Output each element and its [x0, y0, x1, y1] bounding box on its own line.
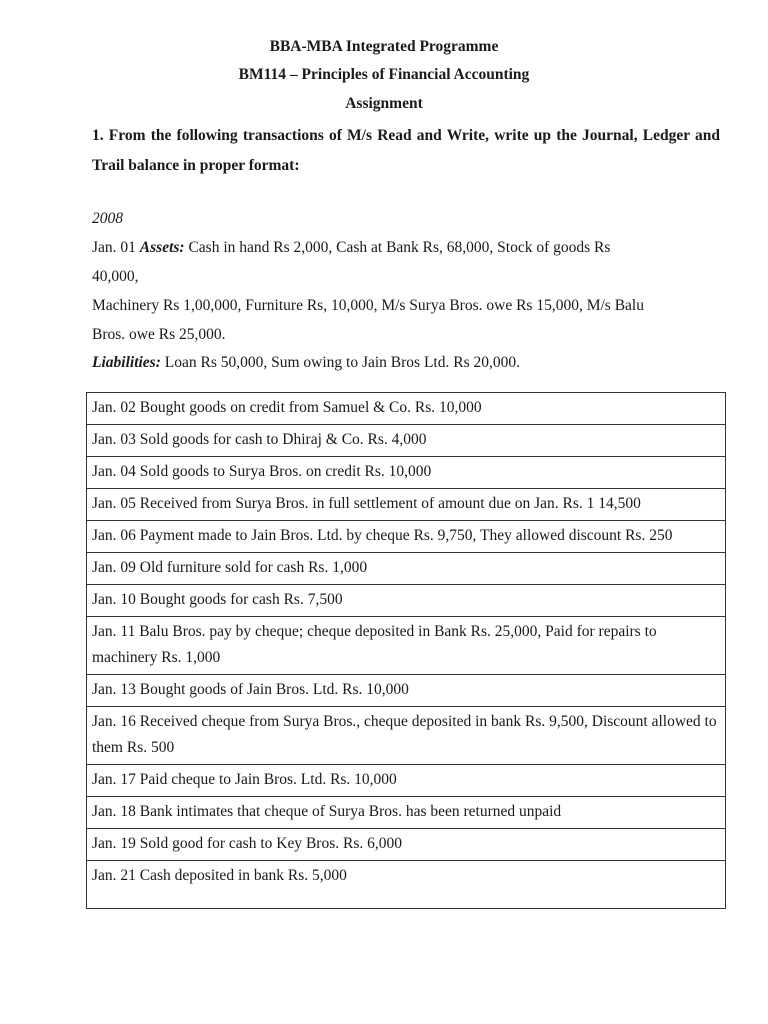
table-row	[87, 617, 726, 675]
transaction-cell: Jan. 19 Sold good for cash to Key Bros. Rs. 6,000	[87, 829, 726, 861]
table-row	[87, 457, 726, 489]
table-row	[87, 861, 726, 909]
assets-label: Assets:	[139, 239, 185, 256]
opening-assets-line-2: 40,000,	[92, 268, 139, 285]
liabilities-label: Liabilities:	[92, 354, 161, 371]
opening-date: Jan. 01	[92, 239, 136, 256]
liabilities-text: Loan Rs 50,000, Sum owing to Jain Bros Ltd. Rs 20,000.	[164, 354, 520, 371]
transaction-cell: Jan. 06 Payment made to Jain Bros. Ltd. by cheque Rs. 9,750, They allowed discount Rs. 250	[87, 521, 726, 553]
table-row	[87, 797, 726, 829]
assets-text-1: Cash in hand Rs 2,000, Cash at Bank Rs, 68,000, Stock of goods Rs	[188, 239, 611, 256]
transaction-cell: Jan. 03 Sold goods for cash to Dhiraj & Co. Rs. 4,000	[87, 425, 726, 457]
transactions-table	[86, 392, 726, 909]
transaction-cell: Jan. 02 Bought goods on credit from Samuel & Co. Rs. 10,000	[87, 393, 726, 425]
transaction-cell: Jan. 04 Sold goods to Surya Bros. on credit Rs. 10,000	[87, 457, 726, 489]
transaction-cell: Jan. 05 Received from Surya Bros. in full settlement of amount due on Jan. Rs. 1 14,500	[87, 489, 726, 521]
transaction-cell: Jan. 16 Received cheque from Surya Bros., cheque deposited in bank Rs. 9,500, Discount allowed to them Rs. 500	[87, 707, 726, 765]
transaction-cell: Jan. 10 Bought goods for cash Rs. 7,500	[87, 585, 726, 617]
table-row	[87, 489, 726, 521]
table-row	[87, 829, 726, 861]
transaction-cell: Jan. 13 Bought goods of Jain Bros. Ltd. Rs. 10,000	[87, 675, 726, 707]
year-label: 2008	[92, 210, 123, 227]
opening-assets-line-3: Machinery Rs 1,00,000, Furniture Rs, 10,000, M/s Surya Bros. owe Rs 15,000, M/s Balu	[92, 297, 644, 314]
transaction-cell: Jan. 17 Paid cheque to Jain Bros. Ltd. Rs. 10,000	[87, 765, 726, 797]
table-row	[87, 425, 726, 457]
opening-liabilities	[92, 352, 732, 374]
transaction-cell: Jan. 09 Old furniture sold for cash Rs. 1,000	[87, 553, 726, 585]
transaction-cell: Jan. 21 Cash deposited in bank Rs. 5,000	[87, 861, 726, 909]
opening-assets-line-4: Bros. owe Rs 25,000.	[92, 326, 226, 343]
table-row	[87, 707, 726, 765]
table-row	[87, 521, 726, 553]
opening-assets-line-1	[92, 237, 732, 259]
course-title: BM114 – Principles of Financial Accounting	[238, 66, 530, 83]
transaction-cell: Jan. 11 Balu Bros. pay by cheque; cheque deposited in Bank Rs. 25,000, Paid for repairs to machinery Rs. 1,000	[87, 617, 726, 675]
table-row	[87, 765, 726, 797]
transaction-cell: Jan. 18 Bank intimates that cheque of Surya Bros. has been returned unpaid	[87, 797, 726, 829]
question-text: 1. From the following transactions of M/s Read and Write, write up the Journal, Ledger and Trail balance in proper format:	[92, 127, 720, 174]
table-row	[87, 585, 726, 617]
table-row	[87, 675, 726, 707]
table-row	[87, 553, 726, 585]
programme-title: BBA-MBA Integrated Programme	[269, 38, 499, 55]
assignment-title: Assignment	[345, 95, 423, 112]
table-row	[87, 393, 726, 425]
